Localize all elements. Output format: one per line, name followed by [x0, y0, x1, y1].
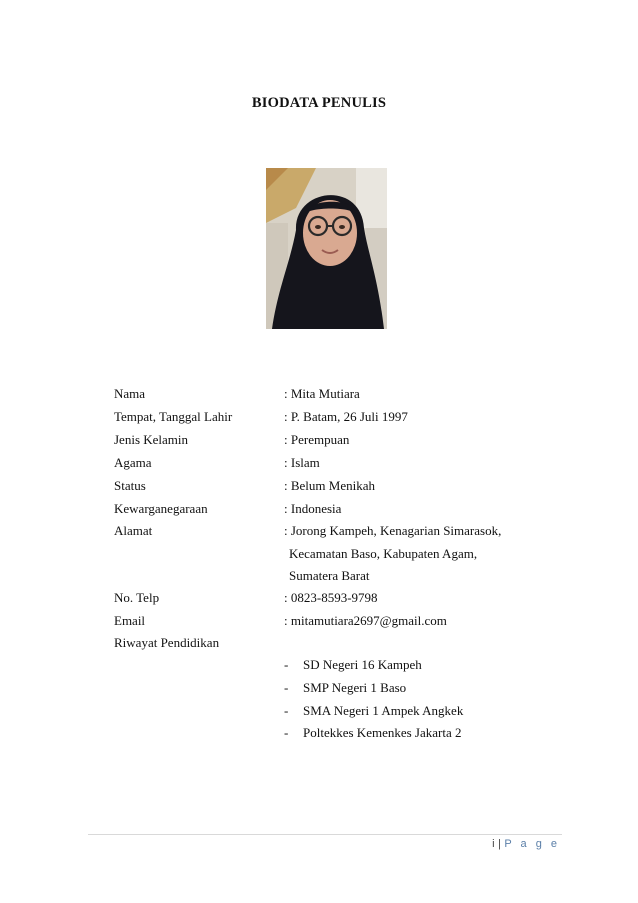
school-name: SD Negeri 16 Kampeh	[303, 657, 422, 672]
field-value: : Belum Menikah	[284, 478, 375, 493]
phone-value: : 0823-8593-9798	[284, 590, 378, 605]
school-name: Poltekkes Kemenkes Jakarta 2	[303, 725, 462, 740]
field-label: Nama	[114, 386, 146, 401]
address-continuation: Sumatera Barat	[289, 568, 370, 583]
field-value: : Mita Mutiara	[284, 386, 360, 401]
field-label: Alamat	[114, 523, 153, 538]
field-label: Kewarganegaraan	[114, 501, 208, 516]
school-name: SMA Negeri 1 Ampek Angkek	[303, 703, 464, 718]
field-value: : Perempuan	[284, 432, 350, 447]
author-photo	[266, 168, 387, 329]
page-footer	[492, 838, 560, 850]
footer-separator: |	[498, 838, 502, 850]
field-value: : P. Batam, 26 Juli 1997	[284, 409, 408, 424]
phone-label: No. Telp	[114, 590, 160, 605]
field-value: : Islam	[284, 455, 320, 470]
email-value: : mitamutiara2697@gmail.com	[284, 613, 447, 628]
address-continuation: Kecamatan Baso, Kabupaten Agam,	[289, 546, 478, 561]
bullet-dash: -	[284, 703, 289, 718]
school-name: SMP Negeri 1 Baso	[303, 680, 407, 695]
field-label: Jenis Kelamin	[114, 432, 189, 447]
field-value: : Jorong Kampeh, Kenagarian Simarasok,	[284, 523, 502, 538]
bullet-dash: -	[284, 680, 289, 695]
field-label: Tempat, Tanggal Lahir	[114, 409, 233, 424]
footer-divider	[88, 834, 562, 835]
page-word: P a g e	[504, 838, 560, 850]
bullet-dash: -	[284, 657, 289, 672]
education-label: Riwayat Pendidikan	[114, 635, 220, 650]
page-number: i	[492, 838, 495, 850]
field-label: Status	[114, 478, 146, 493]
field-label: Agama	[114, 455, 152, 470]
field-value: : Indonesia	[284, 501, 342, 516]
bullet-dash: -	[284, 725, 289, 740]
email-label: Email	[114, 613, 146, 628]
page-title: BIODATA PENULIS	[251, 95, 387, 111]
